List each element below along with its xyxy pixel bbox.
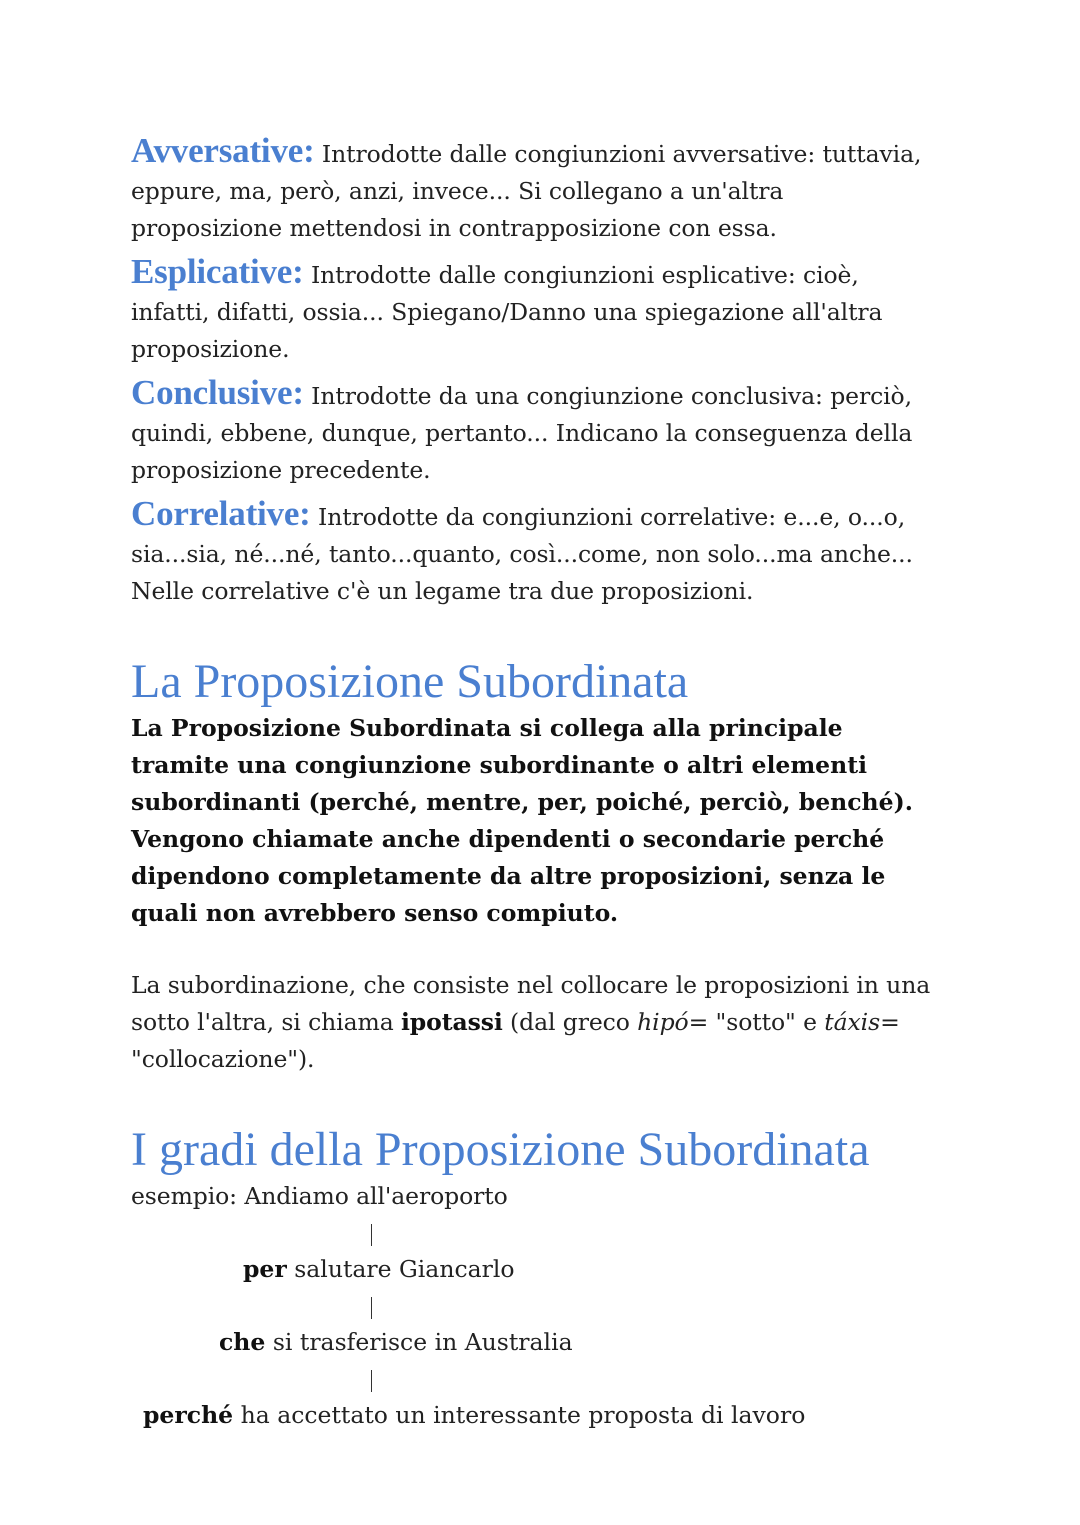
heading-gradi: I gradi della Proposizione Subordinata xyxy=(131,1123,870,1176)
tree-level-3 xyxy=(143,1397,805,1434)
avversative-text: Introdotte dalle congiunzioni avversative: tuttavia, eppure, ma, però, anzi, invece... Si collegano a un'altra proposizione mettendosi in contrapposizione con essa. xyxy=(131,140,922,242)
coordinate-conclusive xyxy=(131,374,931,489)
coordinate-esplicative xyxy=(131,253,931,368)
level-1-rest: salutare Giancarlo xyxy=(286,1255,515,1283)
term-esplicative: Esplicative: xyxy=(131,252,304,291)
term-correlative: Correlative: xyxy=(131,494,311,533)
level-3-conj: perché xyxy=(143,1401,234,1429)
tree-level-2 xyxy=(219,1324,573,1361)
heading-subordinata: La Proposizione Subordinata xyxy=(131,655,689,708)
subordination-tree xyxy=(131,1215,931,1475)
hipo-word: hipó xyxy=(637,1008,689,1036)
conclusive-text: Introdotte da una congiunzione conclusiva: perciò, quindi, ebbene, dunque, pertanto... Indicano la conseguenza della proposizione precedente. xyxy=(131,382,913,484)
ipotassi-mid2: = "sotto" e xyxy=(688,1008,825,1036)
tree-connector xyxy=(371,1297,372,1319)
subordinata-definition: La Proposizione Subordinata si collega alla principale tramite una congiunzione subordinante o altri elementi subordinanti (perché, mentre, per, poiché, perciò, benché). Vengono chiamate anche dipendenti o secondarie perché dipendono completamente da altre proposizioni, senza le quali non avrebbero senso compiuto. xyxy=(131,714,913,927)
term-avversative: Avversative: xyxy=(131,131,315,170)
level-2-conj: che xyxy=(219,1328,266,1356)
example-intro: esempio: Andiamo all'aeroporto xyxy=(131,1182,508,1210)
ipotassi-after: = "collocazione"). xyxy=(131,1008,900,1073)
level-1-conj: per xyxy=(243,1255,287,1283)
taxis-word: táxis xyxy=(824,1008,881,1036)
tree-connector xyxy=(371,1370,372,1392)
coordinate-avversative xyxy=(131,132,931,247)
correlative-text: Introdotte da congiunzioni correlative: e...e, o...o, sia...sia, né...né, tanto...quanto, così...come, non solo...ma anche... Nelle correlative c'è un legame tra due proposizioni. xyxy=(131,503,913,605)
esplicative-text: Introdotte dalle congiunzioni esplicative: cioè, infatti, difatti, ossia... Spiegano/Danno una spiegazione all'altra proposizione. xyxy=(131,261,883,363)
tree-level-1 xyxy=(243,1251,515,1288)
tree-connector xyxy=(371,1224,372,1246)
document-page xyxy=(131,132,931,1475)
ipotassi-before: La subordinazione, che consiste nel collocare le proposizioni in una sotto l'altra, si chiama xyxy=(131,971,931,1036)
coordinate-correlative xyxy=(131,495,931,610)
ipotassi-term: ipotassi xyxy=(400,1008,503,1036)
term-conclusive: Conclusive: xyxy=(131,373,304,412)
level-2-rest: si trasferisce in Australia xyxy=(265,1328,573,1356)
ipotassi-paragraph xyxy=(131,967,931,1078)
ipotassi-mid1: (dal greco xyxy=(502,1008,638,1036)
level-3-rest: ha accettato un interessante proposta di lavoro xyxy=(233,1401,806,1429)
